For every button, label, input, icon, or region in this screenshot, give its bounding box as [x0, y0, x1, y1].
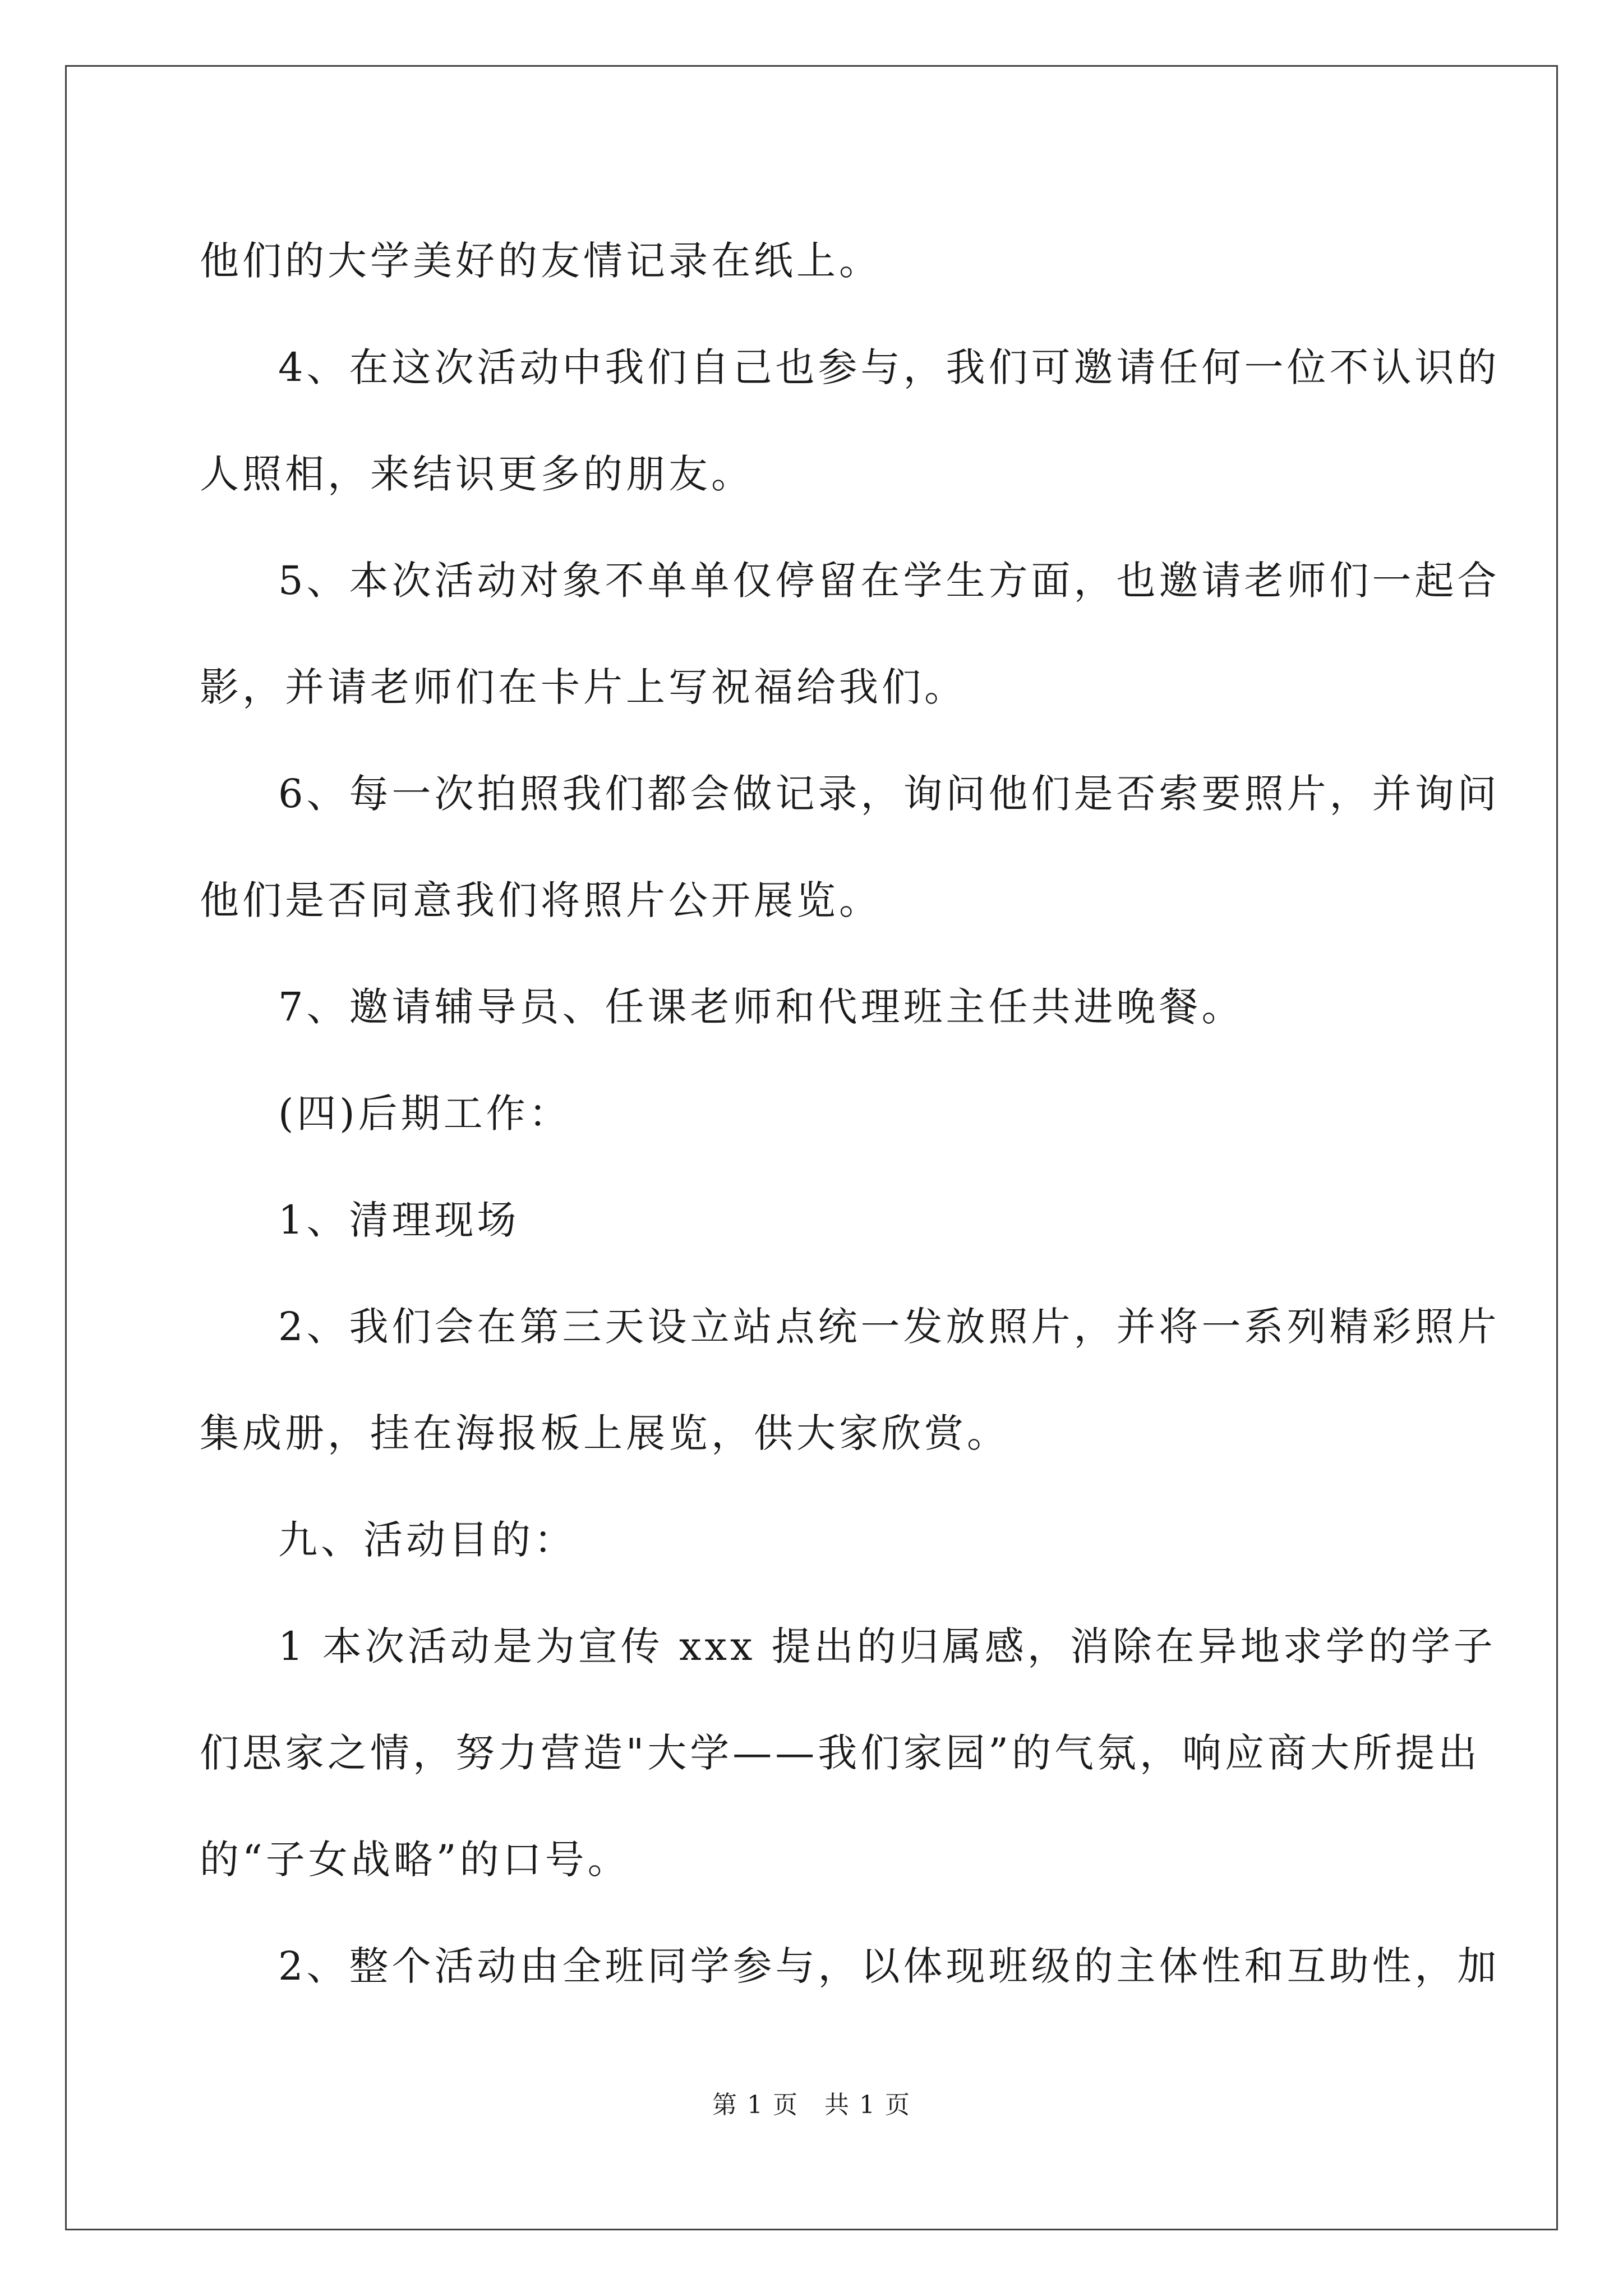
- page-number-footer: 第 1 页 共 1 页: [712, 2091, 911, 2119]
- text-line: 6、每一次拍照我们都会做记录，询问他们是否索要照片，并询问: [278, 771, 1500, 817]
- text-line: 他们是否同意我们将照片公开展览。: [200, 877, 882, 923]
- text-line: 人照相，来结识更多的朋友。: [200, 451, 754, 497]
- section-heading: (四)后期工作：: [278, 1091, 571, 1137]
- text-line: 5、本次活动对象不单单仅停留在学生方面，也邀请老师们一起合: [278, 558, 1500, 604]
- text-line: 影，并请老师们在卡片上写祝福给我们。: [200, 664, 967, 710]
- text-line: 们思家之情，努力营造"大学——我们家园”的气氛，响应商大所提出: [200, 1730, 1481, 1776]
- text-line: 的“子女战略”的口号。: [200, 1837, 630, 1883]
- document-body: [200, 208, 1500, 2019]
- section-heading: 九、活动目的：: [278, 1517, 577, 1563]
- text-line: 1 本次活动是为宣传 xxx 提出的归属感，消除在异地求学的学子: [278, 1623, 1496, 1669]
- text-line: 他们的大学美好的友情记录在纸上。: [200, 238, 882, 284]
- text-line: 集成册，挂在海报板上展览，供大家欣赏。: [200, 1410, 1009, 1456]
- text-line: 1、清理现场: [278, 1197, 520, 1243]
- text-line: 4、在这次活动中我们自己也参与，我们可邀请任何一位不认识的: [278, 344, 1500, 390]
- text-line: 2、我们会在第三天设立站点统一发放照片，并将一系列精彩照片: [278, 1304, 1500, 1350]
- text-line: 7、邀请辅导员、任课老师和代理班主任共进晚餐。: [278, 984, 1244, 1030]
- text-line: 2、整个活动由全班同学参与，以体现班级的主体性和互助性，加: [278, 1943, 1500, 1989]
